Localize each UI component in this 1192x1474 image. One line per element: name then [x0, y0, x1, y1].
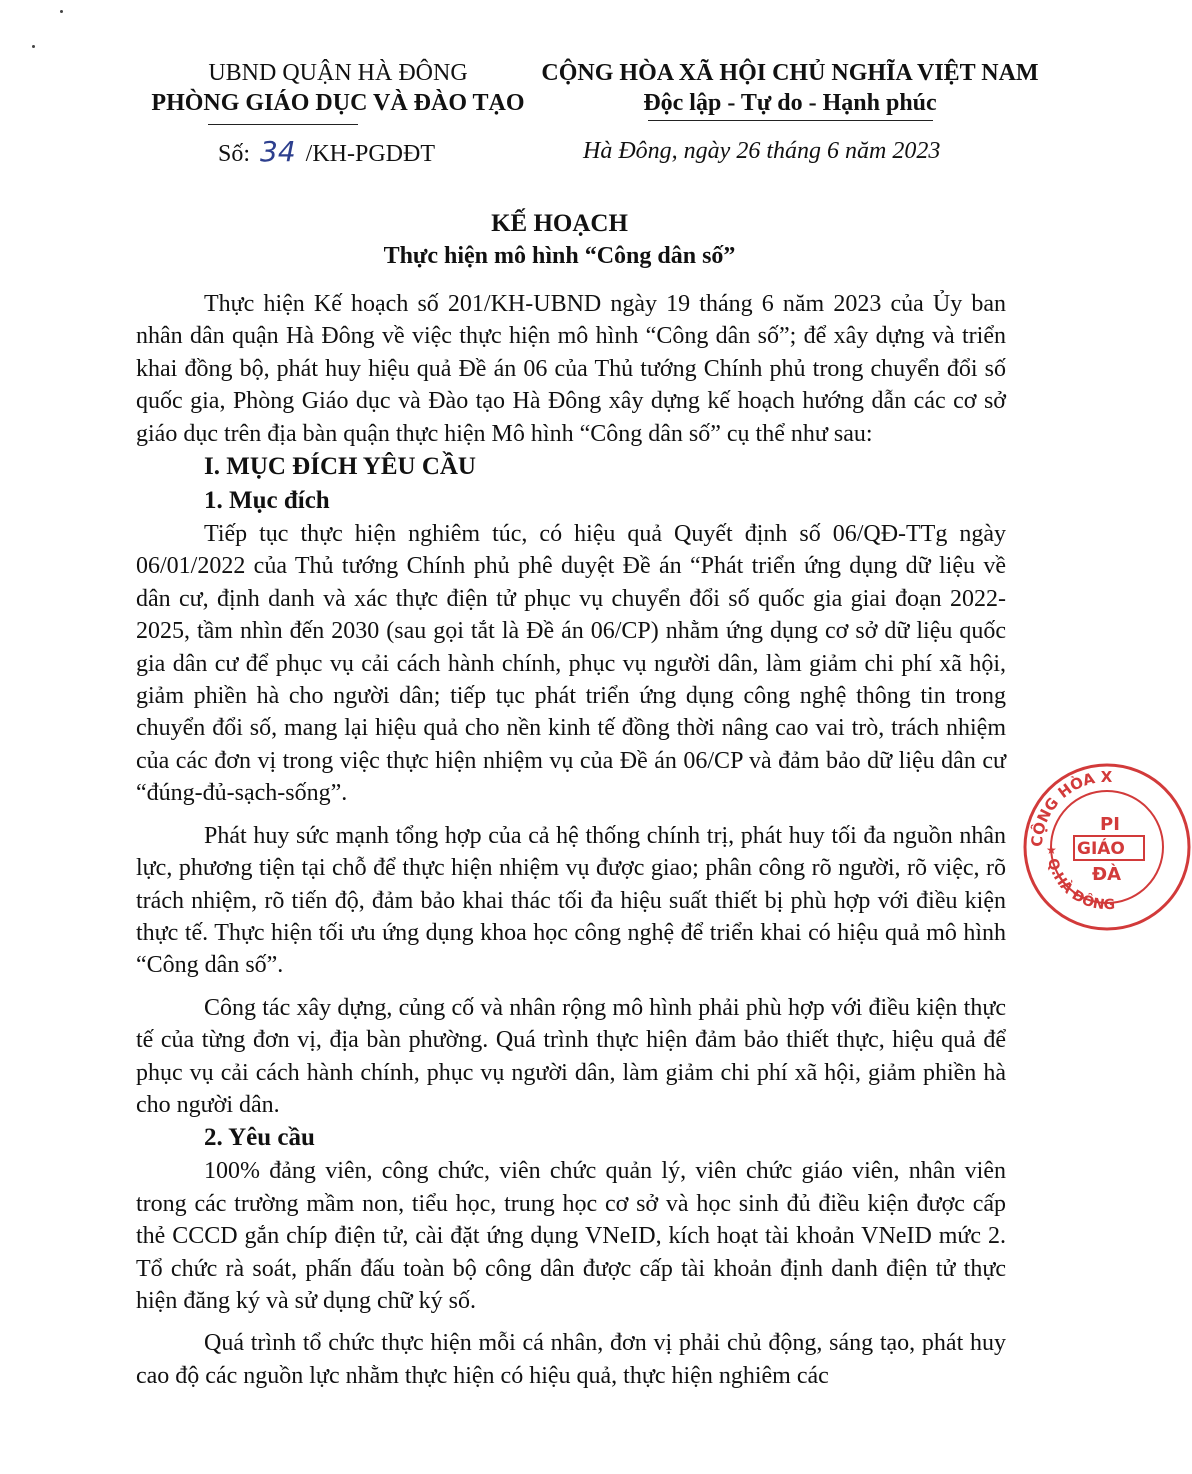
stamp-line-1: PI — [1100, 814, 1120, 835]
agency-name: PHÒNG GIÁO DỤC VÀ ĐÀO TẠO — [151, 90, 525, 116]
agency-underline — [208, 124, 358, 125]
document-date: Hà Đông, ngày 26 tháng 6 năm 2023 — [583, 138, 941, 164]
issuing-agency — [128, 58, 548, 125]
intro-paragraph: Thực hiện Kế hoạch số 201/KH-UBND ngày 19 tháng 6 năm 2023 của Ủy ban nhân dân quận Hà Đông về việc thực hiện mô hình “Công dân số”; để xây dựng và triển khai đồng bộ, phát huy hiệu quả Đề án 06 của Thủ tướng Chính phủ trong chuyển đổi số quốc gia, Phòng Giáo dục và Đào tạo Hà Đông xây dựng kế hoạch hướng dẫn các cơ sở giáo dục trên địa bàn quận thực hiện Mô hình “Công dân số” cụ thể như sau: — [136, 291, 1006, 447]
scan-speck — [32, 45, 35, 48]
paragraph: Công tác xây dựng, củng cố và nhân rộng mô hình phải phù hợp với điều kiện thực tế của từng đơn vị, địa bàn phường. Quá trình thực hiện đảm bảo thiết thực, hiệu quả để phục vụ cải cách hành chính, phục vụ người dân, làm giảm chi phí xã hội, giảm phiền hà cho người dân. — [136, 994, 1006, 1118]
national-motto — [530, 58, 1050, 121]
subsection-heading: 1. Mục đích — [204, 487, 330, 515]
paragraph: Tiếp tục thực hiện nghiêm túc, có hiệu quả Quyết định số 06/QĐ-TTg ngày 06/01/2022 của Thủ tướng Chính phủ phê duyệt Đề án “Phát triển ứng dụng dữ liệu về dân cư, định danh và xác thực điện tử phục vụ chuyển đổi số quốc gia giai đoạn 2022-2025, tầm nhìn đến 2030 (sau gọi tắt là Đề án 06/CP) nhằm ứng dụng cơ sở dữ liệu quốc gia dân cư để phục vụ cải cách hành chính, phục vụ người dân, làm giảm chi phí xã hội, giảm phiền hà cho người dân; tiếp tục phát triển ứng dụng công nghệ thông tin trong chuyển đổi số, mang lại hiệu quả cho nền kinh tế đồng thời nâng cao vai trò, trách nhiệm của các đơn vị trong việc thực hiện nhiệm vụ của Đề án 06/CP và đảm bảo dữ liệu dân cư “đúng-đủ-sạch-sống”. — [136, 521, 1006, 807]
motto-underline — [648, 120, 933, 121]
document-number-suffix: /KH-PGDĐT — [305, 141, 435, 167]
scan-speck — [60, 10, 63, 13]
red-seal-stamp — [1022, 762, 1192, 932]
stamp-bottom-arc: Q.HÀ ĐÔNG — [1043, 856, 1116, 914]
document-body — [136, 288, 1006, 1392]
subsection-heading: 2. Yêu cầu — [204, 1124, 315, 1152]
star-icon: ★ — [1046, 843, 1057, 857]
document-title: KẾ HOẠCH — [491, 210, 628, 237]
document-number-prefix: Số: — [218, 141, 251, 167]
paragraph: Quá trình tổ chức thực hiện mỗi cá nhân, đơn vị phải chủ động, sáng tạo, phát huy cao độ các nguồn lực nhằm thực hiện có hiệu quả, thực hiện nghiêm các — [136, 1330, 1006, 1389]
stamp-line-2: GIÁO — [1077, 839, 1125, 859]
document-subtitle: Thực hiện mô hình “Công dân số” — [383, 243, 736, 269]
stamp-line-3: ĐÀ — [1092, 864, 1122, 885]
section-heading: I. MỤC ĐÍCH YÊU CẦU — [204, 453, 476, 481]
parent-agency: UBND QUẬN HÀ ĐÔNG — [208, 60, 468, 86]
document-number — [218, 135, 435, 168]
stamp-top-arc: CỘNG HÒA X — [1027, 767, 1113, 848]
paragraph: 100% đảng viên, công chức, viên chức quản lý, viên chức giáo viên, nhân viên trong các trường mầm non, tiểu học, trung học cơ sở và học sinh đủ điều kiện được cấp thẻ CCCD gắn chíp điện tử, cài đặt ứng dụng VNeID, kích hoạt tài khoản VNeID mức 2. Tổ chức rà soát, phấn đấu toàn bộ công dân được cấp tài khoản định danh điện tử thực hiện đăng ký và sử dụng chữ ký số. — [136, 1158, 1006, 1314]
document-number-handwritten: 34 — [260, 135, 296, 168]
paragraph: Phát huy sức mạnh tổng hợp của cả hệ thống chính trị, phát huy tối đa nguồn nhân lực, phương tiện tại chỗ để thực hiện nhiệm vụ được giao; phân công rõ người, rõ việc, rõ trách nhiệm, rõ tiến độ, đảm bảo khai thác tối đa hiệu suất thiết bị phù hợp với điều kiện thực tế. Thực hiện tối ưu ứng dụng khoa học công nghệ để triển khai có hiệu quả mô hình “Công dân số”. — [136, 822, 1006, 979]
motto: Độc lập - Tự do - Hạnh phúc — [643, 90, 937, 116]
country-name: CỘNG HÒA XÃ HỘI CHỦ NGHĨA VIỆT NAM — [541, 60, 1039, 86]
